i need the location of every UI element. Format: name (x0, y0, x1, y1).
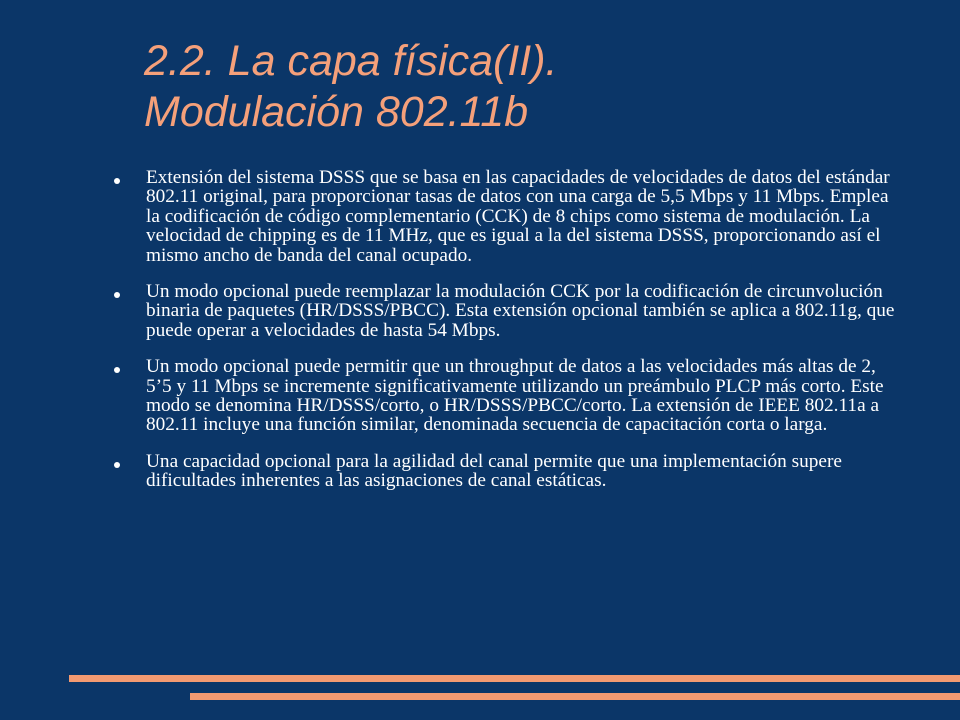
decorative-bar-bottom (190, 693, 960, 700)
bullet-dot-icon (114, 367, 120, 373)
bullet-item-4 (112, 452, 902, 491)
bullet-item-1 (112, 168, 902, 265)
bullet-dot-icon (114, 292, 120, 298)
bullet-dot-icon (114, 178, 120, 184)
bullet-item-2 (112, 282, 902, 340)
bullet-text: Un modo opcional puede reemplazar la modulación CCK por la codificación de circunvolución binaria de paquetes (HR/DSSS/PBCC). Esta extensión opcional también se aplica a 802.11g, que puede operar a velocidades de hasta 54 Mbps. (146, 281, 895, 341)
bullet-dot-icon (114, 462, 120, 468)
title-line-1: 2.2. La capa física(II). (144, 37, 558, 85)
title-line-2: Modulación 802.11b (144, 88, 529, 136)
bullet-list (112, 168, 902, 508)
bullet-text: Extensión del sistema DSSS que se basa en las capacidades de velocidades de datos del estándar 802.11 original, para proporcionar tasas de datos con una carga de 5,5 Mbps y 11 Mbps. Emplea la codificación de código complementario (CCK) de 8 chips como sistema de modulación. La velocidad de chipping es de 11 MHz, que es igual a la del sistema DSSS, proporcionando así el mismo ancho de banda del canal ocupado. (146, 167, 890, 266)
bullet-text: Una capacidad opcional para la agilidad del canal permite que una implementación supere dificultades inherentes a las asignaciones de canal estáticas. (146, 450, 842, 492)
bullet-item-3 (112, 357, 902, 435)
slide-title (144, 36, 924, 138)
bullet-text: Un modo opcional puede permitir que un throughput de datos a las velocidades más altas de 2, 5’5 y 11 Mbps se incremente significativamente utilizando un preámbulo PLCP más corto. Este modo se denomina HR/DSSS/corto, o HR/DSSS/PBCC/corto. La extensión de IEEE 802.11a a 802.11 incluye una función similar, denominada secuencia de capacitación corta o larga. (146, 356, 884, 436)
decorative-bar-top (69, 675, 960, 682)
